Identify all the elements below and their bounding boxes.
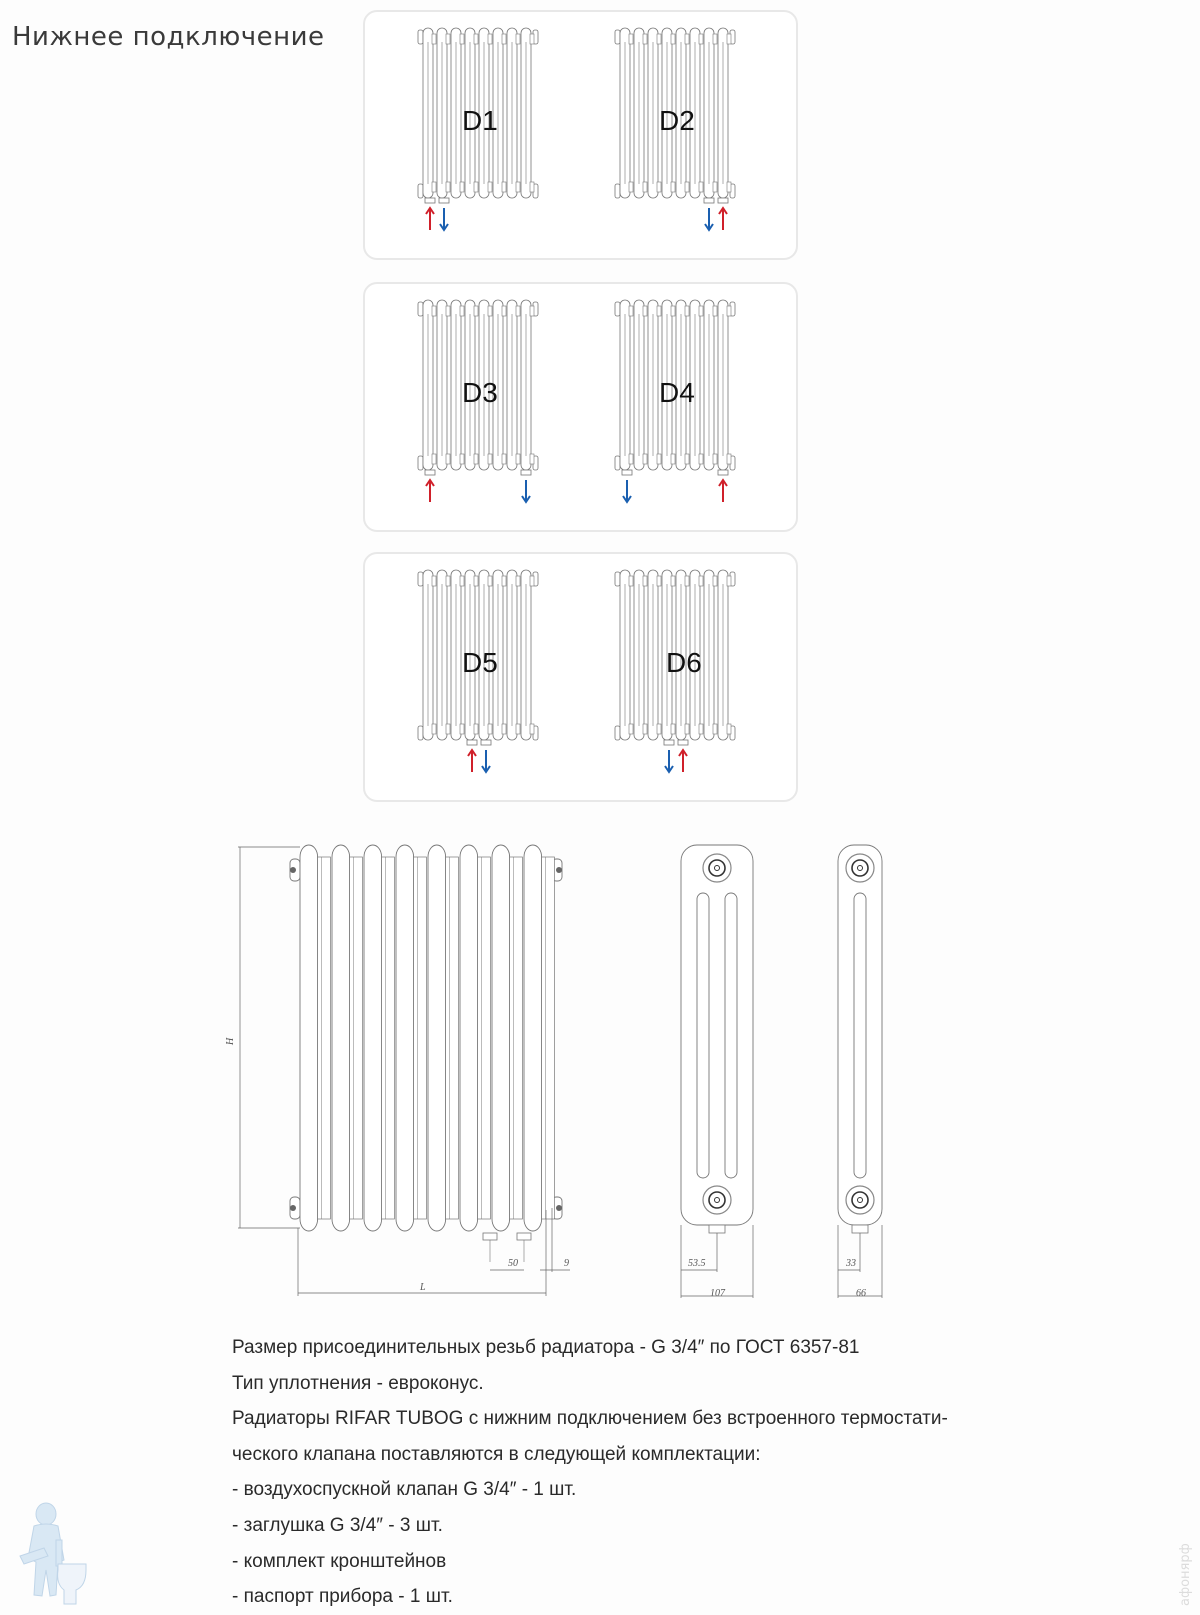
dim-length-label: L [420, 1282, 426, 1293]
note-line: - паспорт прибора - 1 шт. [232, 1586, 453, 1608]
note-line: Радиаторы RIFAR TUBOG с нижним подключением без встроенного термостати- [232, 1408, 948, 1430]
note-line: - заглушка G 3/4″ - 3 шт. [232, 1514, 443, 1536]
scheme-label: D1 [462, 105, 498, 136]
dim-side2-offset-label: 33 [846, 1258, 856, 1269]
scheme-label: D2 [659, 105, 695, 136]
side-view-three-column [681, 845, 753, 1298]
plumber-mascot-icon [6, 1500, 106, 1610]
note-line: ческого клапана поставляются в следующей комплектации: [232, 1443, 761, 1465]
side-view-two-column [838, 845, 882, 1298]
scheme-label: D6 [666, 647, 702, 678]
dim-side3-offset-label: 53.5 [688, 1258, 706, 1269]
dim-pipe-spacing-label: 50 [508, 1258, 518, 1269]
note-line: - воздухоспускной клапан G 3/4″ - 1 шт. [232, 1479, 577, 1501]
dim-height-label: H [225, 1037, 236, 1045]
front-view [290, 845, 562, 1262]
note-line: Тип уплотнения - евроконус. [232, 1372, 484, 1394]
site-watermark: афонярф [1178, 1543, 1193, 1606]
dim-side2-depth-label: 66 [856, 1288, 866, 1299]
page-title: Нижнее подключение [12, 22, 325, 52]
dim-offset-label: 9 [564, 1258, 569, 1269]
specification-notes [232, 1330, 948, 1615]
scheme-label: D4 [659, 377, 695, 408]
scheme-label: D5 [462, 647, 498, 678]
note-line: - комплект кронштейнов [232, 1550, 447, 1572]
dim-side3-depth-label: 107 [710, 1288, 725, 1299]
scheme-label: D3 [462, 377, 498, 408]
note-line: Размер присоединительных резьб радиатора - G 3/4″ по ГОСТ 6357-81 [232, 1337, 860, 1358]
